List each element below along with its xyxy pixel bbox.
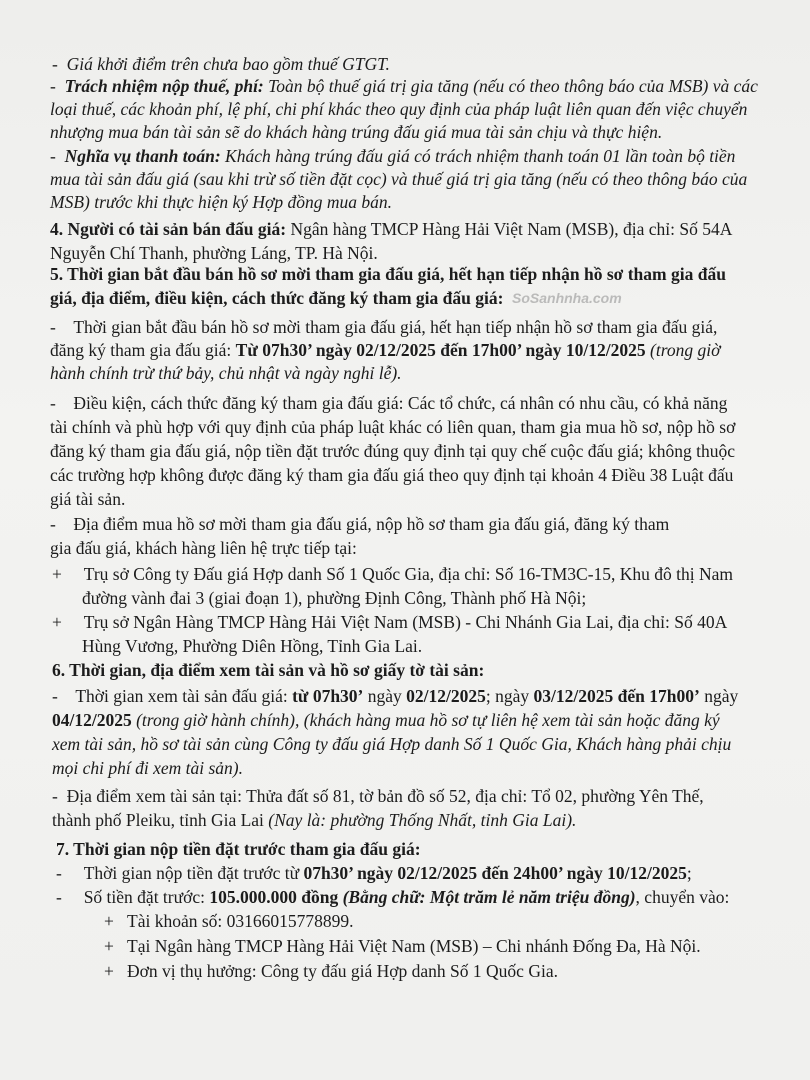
text-line: + Tại Ngân hàng TMCP Hàng Hải Việt Nam (MSB) – Chi nhánh Đống Đa, Hà Nội. bbox=[104, 936, 701, 956]
text-line: Hùng Vương, Phường Diên Hồng, Tỉnh Gia Lai. bbox=[82, 636, 423, 656]
section-heading: 7. Thời gian nộp tiền đặt trước tham gia đấu giá: bbox=[56, 839, 421, 859]
text-line: - Thời gian bắt đầu bán hồ sơ mời tham gia đấu giá, hết hạn tiếp nhận hồ sơ tham gia đấu giá, bbox=[50, 317, 718, 337]
text-line: MSB) trước khi thực hiện ký Hợp đồng mua bán. bbox=[50, 192, 393, 212]
section-heading: 6. Thời gian, địa điểm xem tài sản và hồ sơ giấy tờ tài sản: bbox=[52, 660, 485, 680]
text-line: các trường hợp không được đăng ký tham gia đấu giá theo quy định tại khoản 4 Điều 38 Luật đấu bbox=[50, 465, 734, 485]
text-line: - Thời gian xem tài sản đấu giá: từ 07h30’ ngày 02/12/2025; ngày 03/12/2025 đến 17h00’ ngày bbox=[52, 686, 739, 706]
text-line: + Trụ sở Ngân Hàng TMCP Hàng Hải Việt Nam (MSB) - Chi Nhánh Gia Lai, địa chỉ: Số 40A bbox=[52, 612, 728, 632]
text-line: hành chính trừ thứ bảy, chủ nhật và ngày nghỉ lễ). bbox=[50, 363, 402, 383]
section-heading: 4. Người có tài sản bán đấu giá: Ngân hàng TMCP Hàng Hải Việt Nam (MSB), địa chỉ: Số 54A bbox=[50, 219, 733, 239]
text-line: giá tài sản. bbox=[50, 489, 126, 509]
text-line: mua tài sản đấu giá (sau khi trừ số tiền đặt cọc) và thuế giá trị gia tăng (nếu có theo thông báo của bbox=[50, 169, 748, 189]
text-line: + Đơn vị thụ hưởng: Công ty đấu giá Hợp danh Số 1 Quốc Gia. bbox=[104, 961, 558, 981]
text-line: mọi chi phí đi xem tài sản). bbox=[52, 758, 244, 778]
text-line: Nguyễn Chí Thanh, phường Láng, TP. Hà Nội. bbox=[50, 243, 378, 263]
section-heading: 5. Thời gian bắt đầu bán hồ sơ mời tham gia đấu giá, hết hạn tiếp nhận hồ sơ tham gia đấu bbox=[50, 264, 726, 284]
text-line: loại thuế, các khoản phí, lệ phí, chi phí khác theo quy định của pháp luật liên quan đến việc chuyển bbox=[50, 99, 748, 119]
text-line: xem tài sản, hồ sơ tài sản cùng Công ty đấu giá Hợp danh Số 1 Quốc Gia, Khách hàng phải chịu bbox=[52, 734, 732, 754]
text-line: - Thời gian nộp tiền đặt trước từ 07h30’ ngày 02/12/2025 đến 24h00’ ngày 10/12/2025; bbox=[56, 863, 692, 883]
text-line: - Số tiền đặt trước: 105.000.000 đồng (Bằng chữ: Một trăm lẻ năm triệu đồng), chuyển vào: bbox=[56, 887, 730, 907]
text-line: nhượng mua bán tài sản sẽ do khách hàng trúng đấu giá mua tài sản chịu và thực hiện. bbox=[50, 122, 663, 142]
text-line: thành phố Pleiku, tỉnh Gia Lai (Nay là: phường Thống Nhất, tỉnh Gia Lai). bbox=[52, 810, 577, 830]
text-line: đăng ký tham gia đấu giá, nộp tiền đặt trước đúng quy định tại quy chế cuộc đấu giá; không thuộc bbox=[50, 441, 736, 461]
text-line: + Tài khoản số: 03166015778899. bbox=[104, 911, 354, 931]
text-line: - Nghĩa vụ thanh toán: Khách hàng trúng đấu giá có trách nhiệm thanh toán 01 lần toàn bộ tiền bbox=[50, 146, 736, 166]
text-line: tài chính và phù hợp với quy định của pháp luật khác có liên quan, tham gia mua hồ sơ, nộp hồ sơ bbox=[50, 417, 736, 437]
text-line: - Địa điểm xem tài sản tại: Thửa đất số 81, tờ bản đồ số 52, địa chỉ: Tổ 02, phường Yên Thế, bbox=[52, 786, 704, 806]
section-heading: giá, địa điểm, điều kiện, cách thức đăng ký tham gia đấu giá: bbox=[50, 288, 504, 308]
text-line: - Điều kiện, cách thức đăng ký tham gia đấu giá: Các tổ chức, cá nhân có nhu cầu, có khả năng bbox=[50, 393, 728, 413]
text-line: gia đấu giá, khách hàng liên hệ trực tiếp tại: bbox=[50, 538, 357, 558]
text-line: + Trụ sở Công ty Đấu giá Hợp danh Số 1 Quốc Gia, địa chỉ: Số 16-TM3C-15, Khu đô thị Nam bbox=[52, 564, 734, 584]
text-line: đăng ký tham gia đấu giá: Từ 07h30’ ngày 02/12/2025 đến 17h00’ ngày 10/12/2025 (trong giờ bbox=[50, 340, 721, 360]
text-line: - Trách nhiệm nộp thuế, phí: Toàn bộ thuế giá trị gia tăng (nếu có theo thông báo của MSB) và các bbox=[50, 76, 758, 96]
text-line: - Giá khởi điểm trên chưa bao gồm thuế GTGT. bbox=[52, 54, 390, 74]
watermark: SoSanhnha.com bbox=[512, 290, 622, 306]
text-line: 04/12/2025 (trong giờ hành chính), (khách hàng mua hồ sơ tự liên hệ xem tài sản hoặc đăng ký bbox=[52, 710, 720, 730]
text-line: - Địa điểm mua hồ sơ mời tham gia đấu giá, nộp hồ sơ tham gia đấu giá, đăng ký tham bbox=[50, 514, 670, 534]
text-line: đường vành đai 3 (giai đoạn 1), phường Định Công, Thành phố Hà Nội; bbox=[82, 588, 587, 608]
